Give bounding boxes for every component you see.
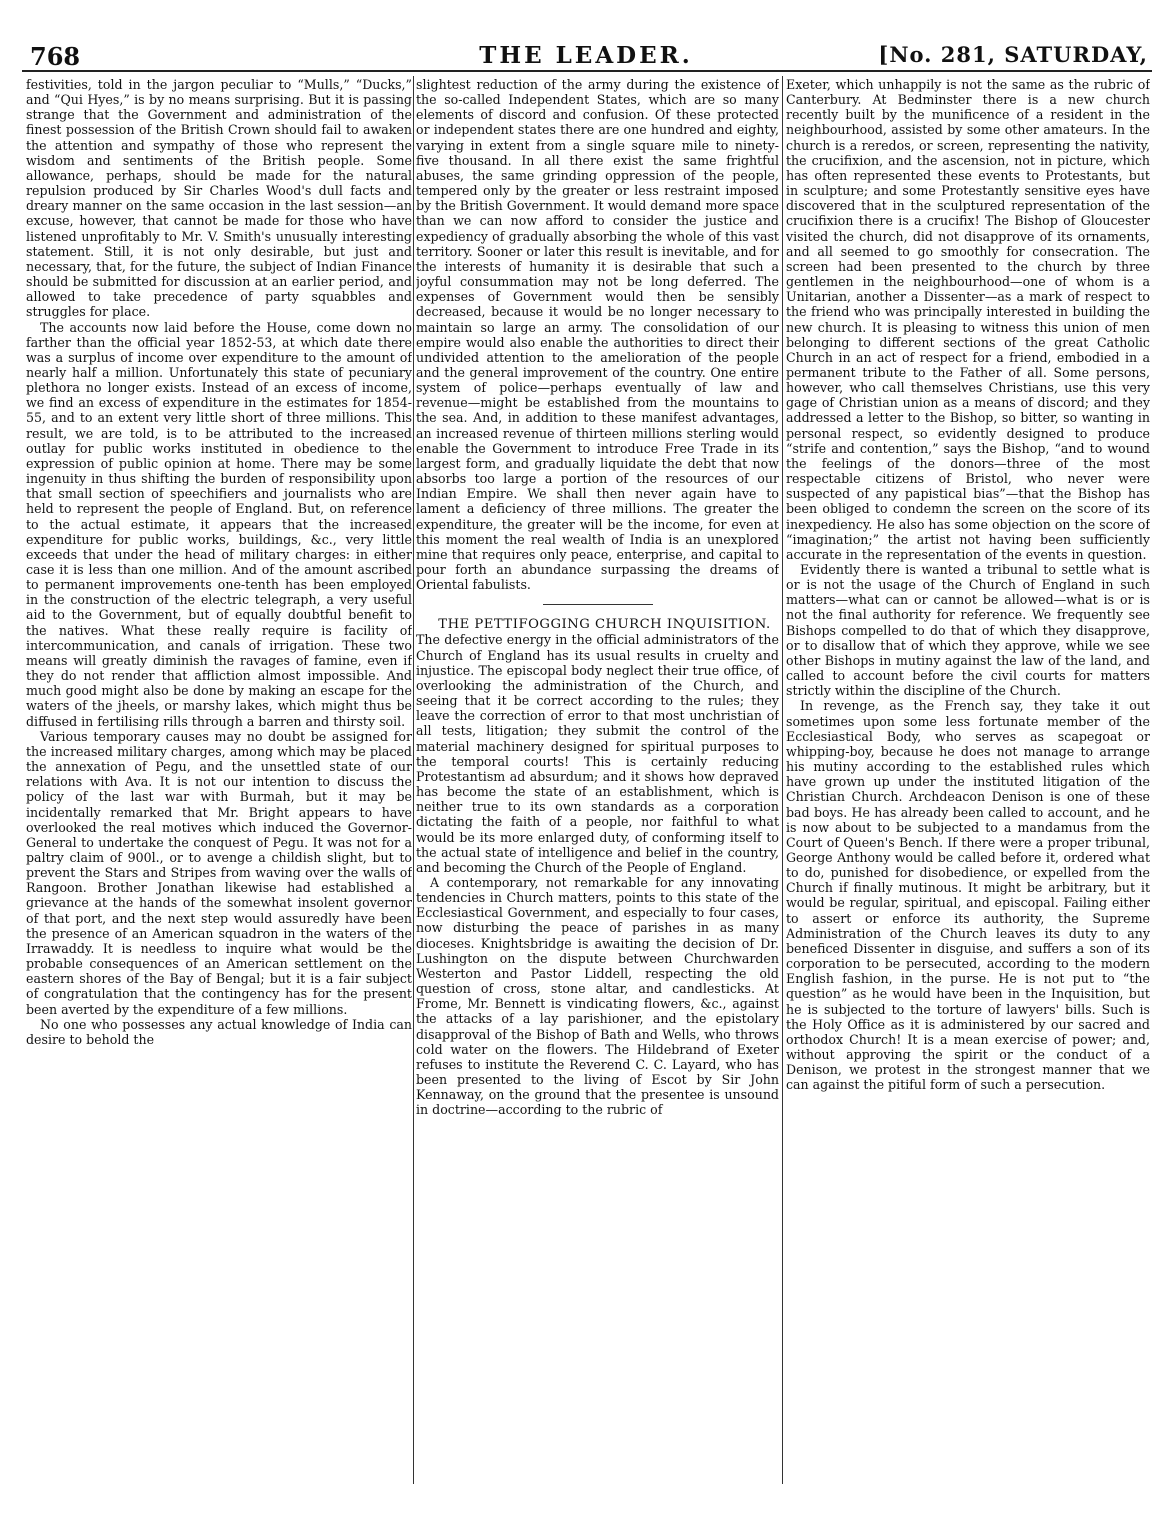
column-3	[786, 77, 1150, 1482]
paragraph: The accounts now laid before the House, come down no farther than the official year 1852-53, at which date there was a surplus of income over expenditure to the amount of nearly half a million. Unfortunately this state of pecuniary plethora no longer exists. Instead of an excess of income, we find an excess of expenditure in the estimates for 1854-55, and to an extent very little short of three millions. This result, we are told, is to be attributed to the increased outlay for public works instituted in obedience to the expression of public opinion at home. There may be some ingenuity in thus shifting the burden of responsibility upon that small section of speechifiers and journalists who are held to represent the people of England. But, on reference to the actual estimate, it appears that the increased expenditure for public works, buildings, &c., very little exceeds that under the head of military charges: in either case it is less than one million. And of the amount ascribed to permanent improvements one-tenth has been employed in the construction of the electric telegraph, a very useful aid to the Government, but of equally doubtful benefit to the natives. What these really require is facility of intercommunication, and canals of irrigation. These two means will greatly diminish the ravages of famine, even if they do not render that affliction almost impossible. And much good might also be done by making an escape for the waters of the jheels, or marshy lakes, which might thus be diffused in fertilising rills through a barren and thirsty soil.	[26, 319, 412, 729]
page-header	[20, 26, 1152, 71]
paragraph: The defective energy in the official administrators of the Church of England has its usual results in cruelty and injustice. The episcopal body neglect their true office, of overlooking the administration of the Church, and seeing that it be correct according to the rules; they leave the correction of error to that most unchristian of all tests, litigation; they submit the control of the material machinery designed for spiritual purposes to the temporal courts! This is certainly reducing Protestantism ad absurdum; and it shows how depraved has become the state of an establishment, which is neither true to its own standards as a corporation dictating the faith of a people, nor faithful to what would be its more enlarged duty, of conforming itself to the actual state of intelligence and belief in the country, and becoming the Church of the People of England.	[416, 632, 779, 875]
paragraph: A contemporary, not remarkable for any innovating tendencies in Church matters, points to this state of the Ecclesiastical Government, and especially to four cases, now disturbing the peace of parishes in as many dioceses. Knightsbridge is awaiting the decision of Dr. Lushington on the dispute between Churchwarden Westerton and Pastor Liddell, respecting the old question of cross, stone altar, and candlesticks. At Frome, Mr. Bennett is vindicating flowers, &c., against the attacks of a lay parishioner, and the epistolary disapproval of the Bishop of Bath and Wells, who throws cold water on the flowers. The Hildebrand of Exeter refuses to institute the Reverend C. C. Layard, who has been presented to the living of Escot by Sir John Kennaway, on the ground that the presentee is unsound in doctrine—according to the rubric of	[416, 874, 779, 1118]
paragraph: No one who possesses any actual knowledge of India can desire to behold the	[26, 1016, 412, 1047]
header-rule	[22, 70, 1152, 72]
issue-info: [No. 281, SATURDAY,	[878, 42, 1148, 67]
column-divider-2	[782, 76, 783, 1484]
paragraph: Exeter, which unhappily is not the same as the rubric of Canterbury. At Bedminster there is a new church recently built by the munificence of a resident in the neighbourhood, assisted by some other amateurs. In the church is a reredos, or screen, representing the nativity, the crucifixion, and the ascension, not in picture, which has often represented these events to Protestants, but in sculpture; and some Protestantly sensitive eyes have discovered that in the sculptured representation of the crucifixion there is a crucifix! The Bishop of Gloucester visited the church, did not disapprove of its ornaments, and all seemed to go smoothly for consecration. The screen had been presented to the church by three gentlemen in the neighbourhood—one of whom is a Unitarian, another a Dissenter—as a mark of respect to the friend who was principally interested in building the new church. It is pleasing to witness this union of men belonging to different sections of the great Catholic Church in an act of respect for a friend, embodied in a permanent tribute to the Father of all. Some persons, however, who call themselves Christians, use this very gage of Christian union as a means of discord; and they addressed a letter to the Bishop, so bitter, so wanting in personal respect, so evidently designed to produce “strife and contention,” says the Bishop, “and to wound the feelings of the donors—three of the most respectable citizens of Bristol, who never were suspected of any papistical bias”—that the Bishop has been obliged to condemn the screen on the score of its inexpediency. He also has some objection on the score of “imagination;” the artist not having been sufficiently accurate in the representation of the events in question.	[786, 77, 1150, 562]
column-2	[416, 77, 779, 1482]
paragraph: slightest reduction of the army during the existence of the so-called Independent States, which are so many elements of discord and confusion. Of these protected or independent states there are one hundred and eighty, varying in extent from a single square mile to ninety-five thousand. In all there exist the same frightful abuses, the same grinding oppression of the people, tempered only by the greater or less restraint imposed by the British Government. It would demand more space than we can now afford to consider the justice and expediency of gradually absorbing the whole of this vast territory. Sooner or later this result is inevitable, and for the interests of humanity it is desirable that such a joyful consummation may not be long deferred. The expenses of Government would then be sensibly decreased, because it would be no longer necessary to maintain so large an army. The consolidation of our empire would also enable the authorities to direct their undivided attention to the amelioration of the people and the general improvement of the country. One entire system of police—perhaps eventually of law and revenue—might be established from the mountains to the sea. And, in addition to these manifest advantages, an increased revenue of thirteen millions sterling would enable the Government to introduce Free Trade in its largest form, and gradually liquidate the debt that now absorbs too large a portion of the resources of our Indian Empire. We shall then never again have to lament a deficiency of three millions. The greater the expenditure, the greater will be the income, for even at this moment the real wealth of India is an unexplored mine that requires only peace, enterprise, and capital to pour forth an abundance surpassing the dreams of Oriental fabulists.	[416, 77, 779, 593]
paragraph: festivities, told in the jargon peculiar to “Mulls,” “Ducks,” and “Qui Hyes,” is by no means surprising. But it is passing strange that the Government and administration of the finest possession of the British Crown should fail to awaken the attention and sympathy of those who represent the wisdom and sentiments of the British people. Some allowance, perhaps, should be made for the natural repulsion produced by Sir Charles Wood's dull facts and dreary manner on the same occasion in the last session—an excuse, however, that cannot be made for those who have listened unprofitably to Mr. V. Smith's unusually interesting statement. Still, it is not only desirable, but just and necessary, that, for the future, the subject of Indian Finance should be submitted for discussion at an earlier period, and allowed to take precedence of party squabbles and struggles for place.	[26, 77, 412, 320]
page-number: 768	[30, 42, 81, 71]
masthead-title: THE LEADER.	[479, 42, 693, 69]
paragraph: Evidently there is wanted a tribunal to settle what is or is not the usage of the Church of England in such matters—what can or cannot be allowed—what is or is not the final authority for reference. We frequently see Bishops compelled to do that of which they disapprove, or to disallow that of which they approve, while we see other Bishops in mutiny against the law of the land, and called to account before the civil courts for matters strictly within the discipline of the Church.	[786, 562, 1150, 699]
column-divider-1	[413, 76, 414, 1484]
section-title: THE PETTIFOGGING CHURCH INQUISITION.	[438, 617, 771, 633]
paragraph: In revenge, as the French say, they take it out sometimes upon some less fortunate member of the Ecclesiastical Body, who serves as scapegoat or whipping-boy, because he does not manage to arrange his mutiny according to the established rules which have grown up under the instituted litigation of the Christian Church. Archdeacon Denison is one of these bad boys. He has already been called to account, and he is now about to be subjected to a mandamus from the Court of Queen's Bench. If there were a proper tribunal, George Anthony would be called before it, ordered what to do, punished for disobedience, or expelled from the Church if finally mutinous. It might be arbitrary, but it would be regular, spiritual, and episcopal. Failing either to assert or enforce its authority, the Supreme Administration of the Church leaves its duty to any beneficed Dissenter in disguise, and suffers a son of its corporation to be persecuted, according to the modern English fashion, in the purse. He is not put to “the question” as he would have been in the Inquisition, but he is subjected to the torture of lawyers' bills. Such is the Holy Office as it is administered by our sacred and orthodox Church! It is a mean exercise of power; and, without approving the spirit or the conduct of a Denison, we protest in the strongest manner that we can against the pitiful form of such a persecution.	[786, 698, 1150, 1093]
section-separator	[543, 604, 653, 605]
column-1	[26, 77, 412, 1482]
paragraph: Various temporary causes may no doubt be assigned for the increased military charges, among which may be placed the annexation of Pegu, and the unsettled state of our relations with Ava. It is not our intention to discuss the policy of the last war with Burmah, but it may be incidentally remarked that Mr. Bright appears to have overlooked the real motives which induced the Governor-General to undertake the conquest of Pegu. It was not for a paltry claim of 900l., or to avenge a childish slight, but to prevent the Stars and Stripes from waving over the walls of Rangoon. Brother Jonathan likewise had established a grievance at the hands of the somewhat insolent governor of that port, and the next step would assuredly have been the presence of an American squadron in the waters of the Irrawaddy. It is needless to inquire what would be the probable consequences of an American settlement on the eastern shores of the Bay of Bengal; but it is a fair subject of congratulation that the contingency has for the present been averted by the expenditure of a few millions.	[26, 728, 412, 1017]
